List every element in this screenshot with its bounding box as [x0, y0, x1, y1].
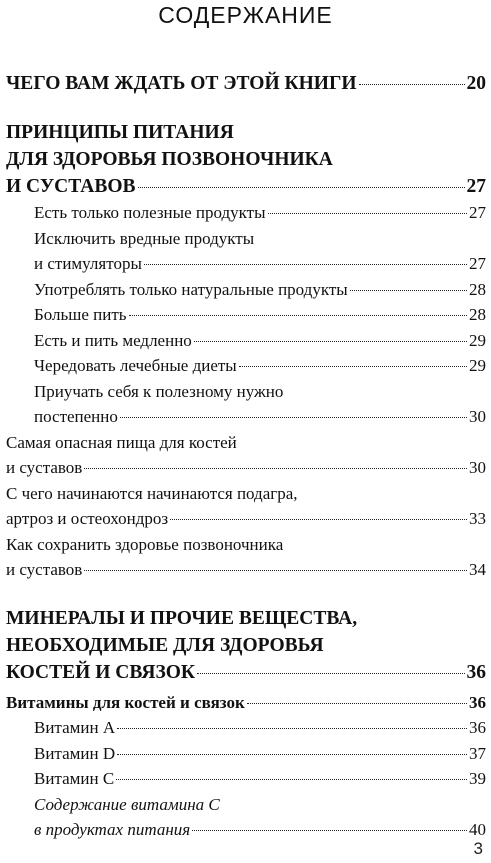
- toc-entry-title: Есть только полезные продукты: [34, 203, 266, 222]
- dot-leader: [170, 519, 467, 520]
- toc-page-number: 30: [469, 407, 486, 426]
- dot-leader: [116, 779, 467, 780]
- toc-entry-title-line: ПРИНЦИПЫ ПИТАНИЯ: [6, 122, 234, 143]
- toc-page-number: 30: [469, 458, 486, 477]
- toc-entry-title: КОСТЕЙ И СВЯЗОК: [6, 661, 196, 683]
- toc-page-number: 29: [469, 356, 486, 375]
- toc-entry-title-line: С чего начинаются начинаются подагра,: [6, 483, 298, 503]
- dot-leader: [268, 213, 467, 214]
- toc-entry-vitamin-c[interactable]: [6, 766, 486, 792]
- toc-entry-dangerous-food[interactable]: [6, 430, 486, 481]
- dot-leader: [144, 264, 467, 265]
- toc-entry-title-line: Самая опасная пища для костей: [6, 432, 237, 452]
- toc-entry-title: Витамин D: [34, 743, 116, 763]
- dot-leader: [138, 187, 465, 188]
- toc-page-number: 36: [469, 692, 486, 712]
- dot-leader: [239, 366, 467, 367]
- toc-page-number: 27: [469, 203, 486, 222]
- toc-entry-vitamin-c-content[interactable]: [6, 792, 486, 843]
- toc-entry-title: ЧЕГО ВАМ ЖДАТЬ ОТ ЭТОЙ КНИГИ: [6, 73, 357, 94]
- toc-page-number: 29: [469, 330, 486, 350]
- toc-page-number: 37: [469, 743, 486, 763]
- toc-entry-eat-slowly[interactable]: [6, 328, 486, 354]
- dot-leader: [117, 728, 467, 729]
- toc-entry-useful-products[interactable]: [6, 200, 486, 226]
- toc-page-number: 34: [469, 560, 486, 579]
- table-of-contents: [6, 70, 486, 843]
- toc-entry-vitamin-d[interactable]: [6, 741, 486, 767]
- dot-leader: [359, 84, 465, 85]
- dot-leader: [197, 673, 464, 674]
- toc-entry-principles[interactable]: [6, 119, 486, 200]
- dot-leader: [84, 468, 467, 469]
- toc-entry-title: Употреблять только натуральные продукты: [34, 279, 348, 299]
- toc-page-number: 20: [466, 73, 486, 94]
- dot-leader: [129, 315, 467, 316]
- toc-entry-alternate-diets[interactable]: [6, 353, 486, 379]
- toc-entry-preserve-health[interactable]: [6, 532, 486, 583]
- toc-entry-title: и суставов: [6, 560, 83, 579]
- dot-leader: [194, 341, 467, 342]
- toc-entry-title-line: Содержание витамина C: [34, 794, 220, 814]
- toc-entry-title-line: Как сохранить здоровье позвоночника: [6, 534, 284, 554]
- toc-entry-title: и стимуляторы: [34, 254, 142, 273]
- toc-entry-title: Витамин C: [34, 769, 115, 788]
- toc-entry-title: и суставов: [6, 458, 83, 477]
- toc-entry-vitamin-a[interactable]: [6, 715, 486, 741]
- toc-page-number: 40: [469, 820, 486, 839]
- toc-entry-title: Больше пить: [34, 305, 127, 324]
- toc-entry-title: постепенно: [34, 407, 118, 426]
- toc-page-number: 27: [466, 176, 486, 197]
- toc-entry-title: Витамин A: [34, 718, 116, 737]
- toc-entry-title: в продуктах питания: [34, 820, 191, 839]
- toc-entry-title-line: ДЛЯ ЗДОРОВЬЯ ПОЗВОНОЧНИКА: [6, 149, 333, 170]
- toc-entry-exclude-harmful[interactable]: [6, 226, 486, 277]
- toc-entry-title: И СУСТАВОВ: [6, 176, 136, 197]
- toc-entry-title: Чередовать лечебные диеты: [34, 356, 237, 375]
- dot-leader: [247, 703, 467, 704]
- dot-leader: [192, 830, 467, 831]
- toc-entry-title-line: Исключить вредные продукты: [34, 228, 255, 248]
- toc-page-number: 27: [469, 254, 486, 273]
- toc-entry-gout-origins[interactable]: [6, 481, 486, 532]
- toc-page-number: 36: [469, 718, 486, 737]
- toc-entry-intro[interactable]: [6, 70, 486, 97]
- toc-page-number: 39: [469, 769, 486, 788]
- toc-entry-title: артроз и остеохондроз: [6, 509, 169, 528]
- toc-entry-title-line: Приучать себя к полезному нужно: [34, 381, 284, 401]
- page-title: СОДЕРЖАНИЕ: [158, 2, 333, 28]
- toc-entry-natural-products[interactable]: [6, 277, 486, 303]
- toc-entry-gradual-habits[interactable]: [6, 379, 486, 430]
- toc-entry-title: Витамины для костей и связок: [6, 692, 245, 712]
- toc-page-number: 28: [469, 279, 486, 299]
- dot-leader: [84, 570, 467, 571]
- toc-entry-drink-more[interactable]: [6, 302, 486, 328]
- page-number: 3: [473, 839, 483, 858]
- toc-page-number: 28: [469, 305, 486, 324]
- dot-leader: [117, 754, 467, 755]
- toc-entry-title-line: МИНЕРАЛЫ И ПРОЧИЕ ВЕЩЕСТВА,: [6, 607, 358, 629]
- toc-entry-minerals[interactable]: [6, 605, 486, 686]
- dot-leader: [350, 290, 467, 291]
- toc-page-number: 36: [466, 661, 486, 683]
- toc-page-number: 33: [469, 509, 486, 528]
- toc-entry-vitamins[interactable]: [6, 690, 486, 716]
- toc-entry-title-line: НЕОБХОДИМЫЕ ДЛЯ ЗДОРОВЬЯ: [6, 634, 324, 656]
- dot-leader: [120, 417, 467, 418]
- toc-entry-title: Есть и пить медленно: [34, 330, 192, 350]
